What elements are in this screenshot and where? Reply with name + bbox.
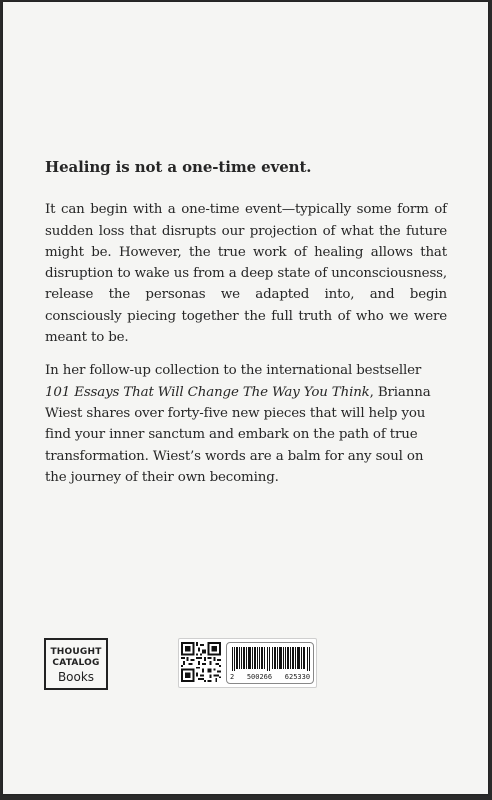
logo-line-3: Books (57, 670, 95, 684)
qr-code-icon (181, 642, 221, 682)
barcode-digits (227, 673, 313, 681)
publisher-logo (44, 638, 108, 690)
paragraph-2 (45, 360, 447, 488)
barcode-bars (232, 647, 310, 671)
logo-line-2: CATALOG (52, 658, 100, 668)
barcode-digits-right: 625330 (284, 673, 311, 681)
barcode-label (178, 638, 317, 688)
blurb (45, 157, 447, 500)
logo-line-1: THOUGHT (50, 647, 102, 657)
barcode (226, 642, 314, 684)
paragraph-2-start: In her follow-up collection to the international bestseller (45, 363, 422, 379)
headline: Healing is not a one-time event. (45, 158, 312, 176)
barcode-digits-left: 500266 (246, 673, 273, 681)
book-title-reference: 101 Essays That Will Change The Way You Think (45, 384, 370, 400)
back-cover (3, 2, 488, 794)
barcode-digit-first: 2 (229, 673, 235, 681)
paragraph-2-end: , Brianna Wiest shares over forty-five new pieces that will help you find your inner sanctum and embark on the path of true transformation. Wiest’s words are a balm for any soul on the journey of their own becoming. (45, 384, 431, 485)
paragraph-1: It can begin with a one-time event—typically some form of sudden loss that disrupts our projection of what the future might be. However, the true work of healing allows that disruption to wake us from a deep state of unconsciousness, release the personas we adapted into, and begin consciously piecing together the full truth of who we were meant to be. (45, 202, 447, 346)
